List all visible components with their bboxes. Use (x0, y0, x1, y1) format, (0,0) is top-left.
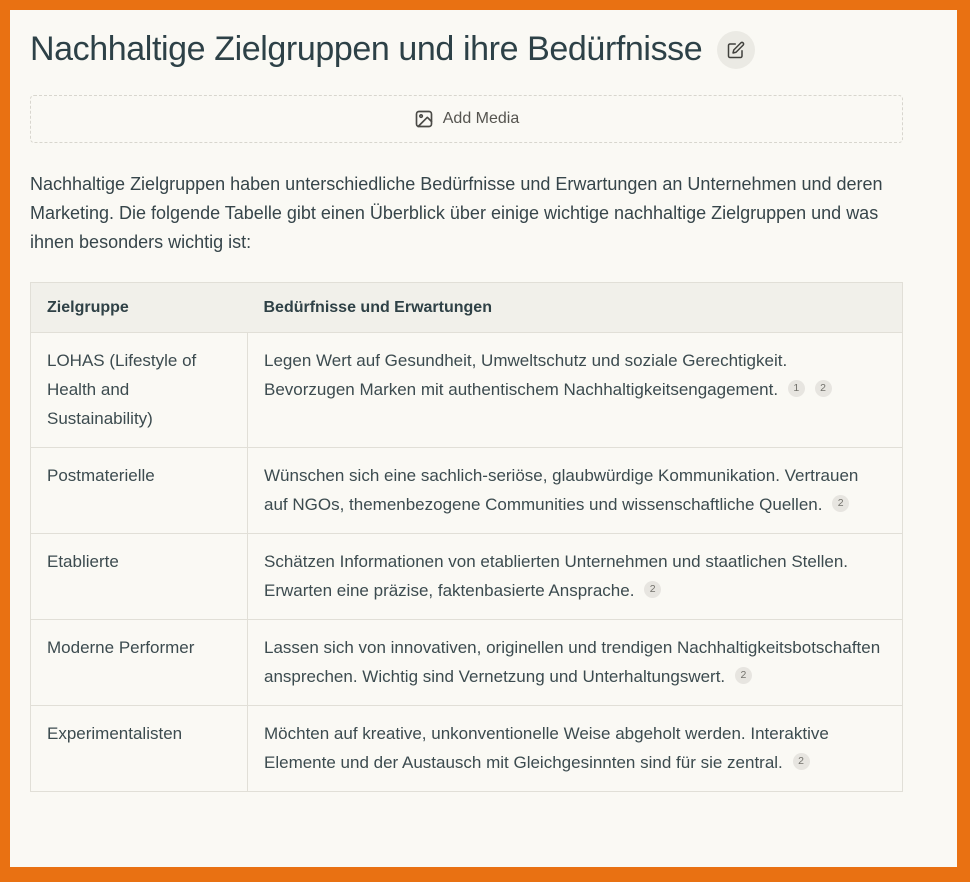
citation-badge[interactable]: 1 (788, 380, 805, 397)
zielgruppe-cell: Experimentalisten (31, 706, 248, 792)
table-header (31, 283, 903, 333)
beduerfnisse-text: Legen Wert auf Gesundheit, Umweltschutz und soziale Gerechtigkeit. Bevorzugen Marken mit authentischem Nachhaltigkeitsengagement. (264, 351, 788, 400)
edit-title-button[interactable] (717, 31, 755, 69)
page-title: Nachhaltige Zielgruppen und ihre Bedürfnisse (30, 30, 703, 68)
beduerfnisse-text: Schätzen Informationen von etablierten Unternehmen und staatlichen Stellen. Erwarten eine präzise, faktenbasierte Ansprache. (264, 552, 849, 601)
beduerfnisse-cell (248, 620, 903, 706)
table-row (31, 448, 903, 534)
citation-badge[interactable]: 2 (644, 581, 661, 598)
table-row (31, 534, 903, 620)
add-media-button[interactable] (30, 95, 903, 143)
column-header-zielgruppe: Zielgruppe (31, 283, 248, 333)
title-row (30, 30, 903, 69)
image-icon (414, 109, 434, 129)
citation-badge[interactable]: 2 (832, 495, 849, 512)
zielgruppe-cell: Postmaterielle (31, 448, 248, 534)
table-body (31, 333, 903, 792)
citation-badge[interactable]: 2 (735, 667, 752, 684)
beduerfnisse-text: Wünschen sich eine sachlich-seriöse, glaubwürdige Kommunikation. Vertrauen auf NGOs, themenbezogene Communities und wissenschaftliche Quellen. (264, 466, 859, 515)
beduerfnisse-cell (248, 448, 903, 534)
zielgruppe-cell: Etablierte (31, 534, 248, 620)
table-row (31, 706, 903, 792)
zielgruppen-table (30, 282, 903, 792)
intro-paragraph: Nachhaltige Zielgruppen haben unterschiedliche Bedürfnisse und Erwartungen an Unternehmen und deren Marketing. Die folgende Tabelle gibt einen Überblick über einige wichtige nachhaltige Zielgruppen und was ihnen besonders wichtig ist: (30, 174, 883, 253)
zielgruppe-cell: LOHAS (Lifestyle of Health and Sustainability) (31, 333, 248, 448)
zielgruppe-cell: Moderne Performer (31, 620, 248, 706)
beduerfnisse-cell (248, 706, 903, 792)
citation-badge[interactable]: 2 (793, 753, 810, 770)
beduerfnisse-cell (248, 534, 903, 620)
add-media-label: Add Media (442, 110, 520, 128)
column-header-beduerfnisse: Bedürfnisse und Erwartungen (248, 283, 903, 333)
citation-badge[interactable]: 2 (815, 380, 832, 397)
document-page (10, 10, 957, 867)
table-row (31, 333, 903, 448)
beduerfnisse-cell (248, 333, 903, 448)
beduerfnisse-text: Möchten auf kreative, unkonventionelle Weise abgeholt werden. Interaktive Elemente und der Austausch mit Gleichgesinnten sind für sie zentral. (264, 724, 829, 773)
edit-pencil-square-icon (727, 41, 745, 59)
table-row (31, 620, 903, 706)
beduerfnisse-text: Lassen sich von innovativen, originellen und trendigen Nachhaltigkeitsbotschaften ansprechen. Wichtig sind Vernetzung und Unterhaltungswert. (264, 638, 881, 687)
